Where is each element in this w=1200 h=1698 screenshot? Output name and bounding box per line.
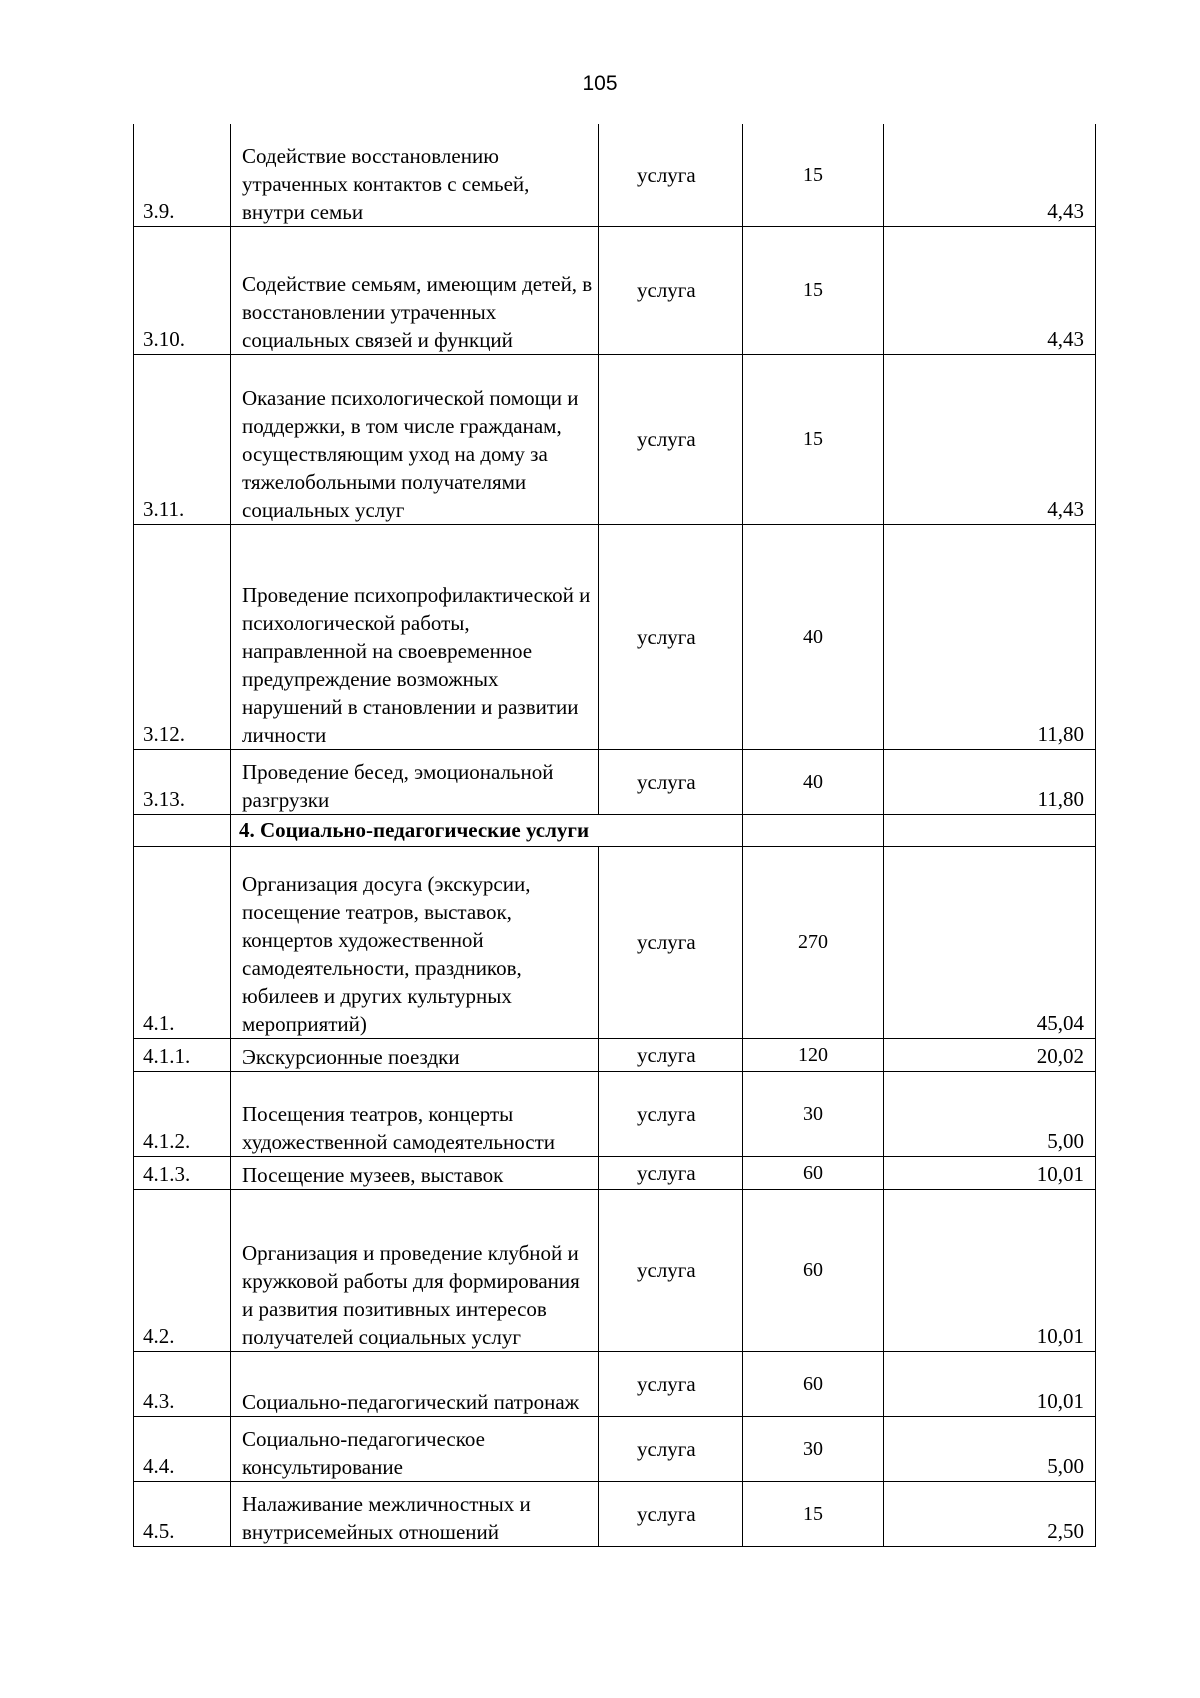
price: 4,43 <box>884 354 1096 524</box>
section-title: 4. Социально-педагогические услуги <box>231 814 743 846</box>
table-row <box>134 354 1096 524</box>
price: 45,04 <box>884 846 1096 1038</box>
unit-of-measure: услуга <box>599 749 743 814</box>
quantity: 60 <box>743 1189 884 1351</box>
quantity: 15 <box>743 354 884 524</box>
quantity: 60 <box>743 1156 884 1189</box>
service-name: Организация досуга (экскурсии, посещение театров, выставок, концертов художественной самодеятельности, праздников, юбилеев и других культурных мероприятий) <box>231 846 599 1038</box>
service-name: Налаживание межличностных и внутрисемейных отношений <box>231 1481 599 1546</box>
table-row <box>134 226 1096 354</box>
service-name: Организация и проведение клубной и кружковой работы для формирования и развития позитивных интересов получателей социальных услуг <box>231 1189 599 1351</box>
table-row <box>134 1071 1096 1156</box>
service-name: Оказание психологической помощи и поддержки, в том числе гражданам, осуществляющим уход на дому за тяжелобольными получателями социальных услуг <box>231 354 599 524</box>
table-row <box>134 1038 1096 1071</box>
item-number: 3.13. <box>134 749 231 814</box>
item-number: 4.1.3. <box>134 1156 231 1189</box>
unit-of-measure: услуга <box>599 524 743 749</box>
quantity: 120 <box>743 1038 884 1071</box>
service-name: Посещение музеев, выставок <box>231 1156 599 1189</box>
table-row <box>134 124 1096 226</box>
table-row <box>134 846 1096 1038</box>
item-number: 4.1. <box>134 846 231 1038</box>
service-name: Посещения театров, концерты художественной самодеятельности <box>231 1071 599 1156</box>
unit-of-measure: услуга <box>599 1416 743 1481</box>
price: 5,00 <box>884 1071 1096 1156</box>
item-number: 4.2. <box>134 1189 231 1351</box>
item-number: 3.12. <box>134 524 231 749</box>
quantity: 15 <box>743 124 884 226</box>
price: 4,43 <box>884 226 1096 354</box>
item-number: 3.11. <box>134 354 231 524</box>
unit-of-measure: услуга <box>599 846 743 1038</box>
price: 10,01 <box>884 1351 1096 1416</box>
quantity: 15 <box>743 1481 884 1546</box>
price: 5,00 <box>884 1416 1096 1481</box>
service-name: Социально-педагогическое консультирование <box>231 1416 599 1481</box>
service-name: Проведение психопрофилактической и психологической работы, направленной на своевременное предупреждение возможных нарушений в становлении и развитии личности <box>231 524 599 749</box>
price: 10,01 <box>884 1189 1096 1351</box>
unit-of-measure: услуга <box>599 1189 743 1351</box>
table-row <box>134 1351 1096 1416</box>
item-number: 4.5. <box>134 1481 231 1546</box>
quantity: 30 <box>743 1071 884 1156</box>
unit-of-measure: услуга <box>599 1351 743 1416</box>
unit-of-measure: услуга <box>599 1156 743 1189</box>
price <box>884 814 1096 846</box>
service-name: Содействие восстановлению утраченных контактов с семьей, внутри семьи <box>231 124 599 226</box>
item-number: 4.1.1. <box>134 1038 231 1071</box>
price: 2,50 <box>884 1481 1096 1546</box>
unit-of-measure: услуга <box>599 1481 743 1546</box>
quantity <box>743 814 884 846</box>
item-number <box>134 814 231 846</box>
item-number: 3.10. <box>134 226 231 354</box>
unit-of-measure: услуга <box>599 226 743 354</box>
page-number: 105 <box>582 72 618 95</box>
table-row <box>134 749 1096 814</box>
price: 20,02 <box>884 1038 1096 1071</box>
service-name: Проведение бесед, эмоциональной разгрузки <box>231 749 599 814</box>
table-row <box>134 1416 1096 1481</box>
item-number: 4.3. <box>134 1351 231 1416</box>
table-row <box>134 1189 1096 1351</box>
quantity: 60 <box>743 1351 884 1416</box>
price: 4,43 <box>884 124 1096 226</box>
services-table <box>133 124 1096 1547</box>
price: 10,01 <box>884 1156 1096 1189</box>
service-name: Социально-педагогический патронаж <box>231 1351 599 1416</box>
price: 11,80 <box>884 749 1096 814</box>
table-row <box>134 524 1096 749</box>
unit-of-measure: услуга <box>599 354 743 524</box>
unit-of-measure: услуга <box>599 1071 743 1156</box>
service-name: Содействие семьям, имеющим детей, в восстановлении утраченных социальных связей и функций <box>231 226 599 354</box>
item-number: 4.1.2. <box>134 1071 231 1156</box>
quantity: 40 <box>743 524 884 749</box>
quantity: 40 <box>743 749 884 814</box>
item-number: 4.4. <box>134 1416 231 1481</box>
table-row <box>134 1481 1096 1546</box>
quantity: 30 <box>743 1416 884 1481</box>
table-row <box>134 1156 1096 1189</box>
unit-of-measure: услуга <box>599 1038 743 1071</box>
service-name: Экскурсионные поездки <box>231 1038 599 1071</box>
item-number: 3.9. <box>134 124 231 226</box>
quantity: 15 <box>743 226 884 354</box>
quantity: 270 <box>743 846 884 1038</box>
price: 11,80 <box>884 524 1096 749</box>
section-header-row <box>134 814 1096 846</box>
unit-of-measure: услуга <box>599 124 743 226</box>
